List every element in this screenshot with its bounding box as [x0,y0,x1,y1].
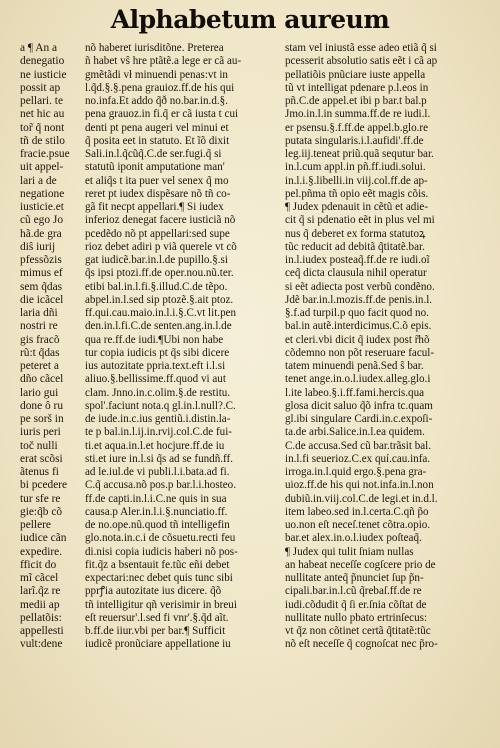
text-line: ff.qui.cau.maio.in.l.i.§.C.vt lit.pen [85,307,237,319]
text-line: nostri re [20,320,58,333]
text-line: stam vel iniustã esse adeo etiã q̃ si [285,42,437,54]
text-line: b.ff.de iiur.vbi per bar.¶ Sufficit [85,625,226,637]
text-line: an habeat neceſſe cogſcere prio de [285,558,436,571]
text-line: ff.de capti.in.l.i.C.ne quis in sua [85,492,227,505]
text-line: lari a de [20,174,57,187]
text-line: reret pt iudex dispẽsare nõ tñ co- [85,187,231,200]
text-line: leg.iij.teneat priũ.quã sequtur bar. [285,148,434,160]
text-line: q̃ posita eet in statuto. Et ĩõ dixit [85,134,230,147]
text-line: uo.non eſt neceſ.tenet cõtra.opio. [285,519,431,531]
text-line: glo.nota.in.c.i de cõsuetu.recti feu [85,532,236,545]
text-line: tur copia iudicis pt q̃s sibi dicere [85,346,230,359]
text-line: bar.et alex.in.o.l.iudex poſteaq̃. [285,532,422,545]
text-line: q̃s ipsi ptozi.ff.de oper.nou.nũ.ter. [85,267,234,280]
text-line: ad le.iul.de vi publi.l.i.bata.ad fi. [85,466,230,478]
text-line: hã.de gra [20,227,62,240]
text-line: nullitate anteq̃ p̃nunciet ſup p̃n- [285,572,424,584]
text-line: vt q̃z non cõtinet certã q̃titatẽ:tũc [285,625,431,637]
text-line: appellesti [20,625,64,637]
middle-text-column [85,42,275,652]
text-line: C.q̃ accusa.nõ pos.p bar.l.i.hosteo. [85,479,236,492]
text-line: expedire. [20,545,63,558]
text-line: eſt reuersur'.l.sed fi vnr'.§.q̃d aĩt. [85,611,229,624]
text-line: Jmo.in.l.in summa.ff.de re iudi.l. [285,108,431,121]
right-text-column [285,42,475,652]
text-line: den.in.l.fi.C.de senten.ang.in.l.de [85,320,232,333]
text-line: ti.et aqua.in.l.et hocjure.ff.de iu [85,439,225,452]
text-line: tatem minuendi penã.Sed ŝ bar. [285,360,424,372]
text-line: toč nulli [20,439,58,452]
text-line: uioz.ff.de his qui not.infa.in.l.non [285,479,434,492]
text-line: cõdemno non põt reseruare facul- [285,346,435,359]
text-line: gã fit necpt appellari.¶ Si iudex [85,201,224,213]
text-line: tũ vt intelligat pdenare p.l.eos in [285,81,429,94]
text-line: rũ:t q̃das [20,346,60,359]
text-line: de no.ope.nũ.quod tñ intelligefin [85,519,230,531]
text-line: fracie.psue [20,148,70,160]
text-line: expectari:nec debet quis tunc sibi [85,572,233,584]
text-line: erat scõsi [20,452,63,465]
text-line: die icãcel [20,293,64,306]
text-line: irroga.in.l.quid ergo.§.pena gra- [285,466,427,478]
text-line: pñ.C.de appel.et ibi p bar.t bal.p [285,95,427,107]
text-line: a ¶ An a [20,42,58,54]
text-line: vult:dene [20,638,63,651]
text-line: sem q̃das [20,280,63,293]
text-line: net hic au [20,108,65,121]
text-line: no.infa.Et addo q̃ð no.bar.in.d.§. [85,95,228,107]
text-line: lario gui [20,386,59,399]
text-line: pellari. te [20,95,64,107]
text-line: tenet ange.in.o.l.iudex.alleg.glo.i [285,373,431,386]
text-line: mimus ef [20,267,63,280]
text-line: pprꝭia autozitate ius dicere. q̃õ [85,585,222,598]
text-line: Jdẽ bar.in.l.mozis.ff.de penis.in.l. [285,293,433,306]
text-line: done ô ru [20,399,64,412]
text-line: iuris peri [20,426,61,439]
text-line: possit ap [20,81,61,94]
text-line: er psensu.§.f.ff.de appel.b.glo.re [285,121,429,134]
text-line: bi pcedere [20,479,68,492]
text-line: cit q̃ si pdenatio eẽt in plus vel mi [285,214,435,227]
text-line: et aliq̃s t ita puer vel senex q̃ mo [85,174,229,187]
text-line: ius autozitate ppria.text.eft i.l.si [85,360,226,372]
text-line: putata singularis.i.l.aufidi'.ff.de [285,134,424,147]
text-line: te p bal.in.l.ij.in.rvij.col.C.de fui- [85,426,232,439]
text-line: causa.p Aler.in.l.i.§.nunciatio.ff. [85,505,228,518]
text-line: l.q̃d.§.§.pena grauioz.ff.de his qui [85,81,235,94]
text-line: larĩ.q̃z re [20,585,61,598]
text-line: gmẽtãdi vł minuendi penas:vt in [85,68,228,81]
text-line: denti pt pena augeri vel minui et [85,121,229,134]
text-line: iudicẽ pronũciare appellatione iu [85,638,231,651]
text-line: ceq̃ dicta clausula nihil operatur [285,267,427,280]
text-line: pe sorš in [20,413,64,425]
text-line: gl.ibi singulare Cardi.in.c.expoſi- [285,413,433,425]
text-line: negatione [20,187,65,200]
text-line: tur sfe re [20,492,61,505]
text-line: pfessõzis [20,254,62,266]
text-line: nus q̃ deberet ex forma statutoꝝ [285,227,426,240]
text-line: §.f.ad turpil.p quo facit quod no. [285,307,429,319]
text-line: fit.q̃z a bsentauit fe.tũc eñi debet [85,558,230,571]
text-line: clam. Jnno.in.c.olim.§.de restitu. [85,386,231,399]
left-margin-column [20,42,80,652]
text-line: pcesserit absolutio satis eẽt i cã ap [285,55,438,68]
text-line: glosa dicit saluo q̃õ infra tc.quam [285,399,433,412]
text-line: in.l.iudex posteaq̃.ff.de re iudi.oĩ [285,254,430,266]
text-line: iudi.cõdudit q̃ ſi er.ſnia cõſtat de [285,598,427,611]
text-line: gat iudicẽ.bar.in.l.de pupillo.§.si [85,254,228,266]
text-line: inferioz denegat facere iusticiã nõ [85,214,236,227]
text-line: pena grauoz.in fi.q̃ er cã iusta t cui [85,108,239,121]
text-line: abpel.in.l.sed sip ptozẽ.§.ait ptoz. [85,293,234,306]
text-line: bal.in autẽ.interdicimus.C.õ epis. [285,320,432,333]
text-line: rioz debet adiri p viã querele vt cõ [85,240,237,253]
text-line: mĩ cãcel [20,572,59,584]
text-line: tñ de stilo [20,134,65,147]
text-line: sti.et iure in.l.si q̃s ad se fundñ.ff. [85,452,233,465]
text-line: qua re.ff.de iudi.¶Ubi non habe [85,333,224,346]
text-line: denegatio [20,55,65,68]
text-line: ãtenus fi [20,466,59,478]
text-line: ne iusticie [20,68,67,81]
text-line: ñ habet vŝ hre ptãtẽ.a lege er cã au- [85,55,242,68]
text-line: aliuo.§.bellissime.ff.quod vi aut [85,373,226,386]
text-line: Sali.in.l.q̃cũq̃.C.de ser.fugi.q̃ si [85,148,222,160]
text-line: pcedẽdo nõ pt appellari:sed supe [85,227,230,240]
text-line: in.l.fi seuerioz.C.ex quí.cau.infa. [285,452,431,465]
text-line: nullitate nullo pbato ertrinſecus: [285,611,428,624]
text-line: fficit do [20,558,57,571]
text-line: laria dñi [20,307,58,319]
text-line: ¶ Judex pdenauit in cẽtũ et adie- [285,201,429,213]
text-line: C.de accusa.Sed cũ bar.trãsit bal. [285,439,432,452]
text-line: dño cãcel [20,373,64,386]
text-line: cũ ego Jo [20,214,64,227]
text-line: nõ haberet iurisditõne. Preterea [85,42,224,54]
text-line: ta.de arbi.Salice.in.l.ea quidem. [285,426,425,439]
text-line: nõ eſt neceſſe q̃ cognoſcat nec p̃ro- [285,638,438,651]
text-line: in.l.cum appl.in pñ.ff.iudi.solui. [285,161,426,174]
text-line: pellere [20,519,51,531]
text-line: gie:q̃b cõ [20,505,63,518]
text-line: statutũ iponit amputatione man' [85,161,225,174]
text-line: si eẽt adiecta post verbũ condẽno. [285,280,435,293]
text-line: spol'.faciunt nota.q gl.in.l.null?.C. [85,399,236,412]
text-line: pellatõis: [20,611,62,624]
text-line: uit appel- [20,161,64,174]
text-line: diŝ iurij [20,240,56,253]
text-line: tũc reducit ad debitã q̃titatẽ.bar. [285,240,425,253]
text-line: medii ap [20,598,60,611]
page-title: Alphabetum aureum [110,5,390,34]
text-line: iusticie.et [20,201,64,213]
text-line: di.nisi copia iudicis haberi nõ pos- [85,545,238,558]
text-line: ¶ Judex qui tulit ſniam nullas [285,545,414,558]
text-line: de iude.in.c.ius gentiũ.i.distin.la- [85,413,231,425]
text-line: item labeo.sed in.l.certa.C.qñ p̃o [285,505,429,518]
text-line: iudice cãn [20,532,67,545]
text-line: peteret a [20,360,59,372]
text-line: et cleri.vbi dicit q̃ iudex post r̃hõ [285,333,430,346]
text-line: cipali.bar.in.l.cũ q̃rebaſ.ff.de re [285,585,422,598]
text-line: in.l.i.§.libelli.in viij.col.ff.de ap- [285,174,428,187]
text-line: pel.pñma tñ opio eẽt magis cõis. [285,187,429,200]
text-line: etibi bal.in.l.fi.§.illud.C.de tẽpo. [85,280,228,293]
text-line: dubiũ.in.viij.col.C.de legi.et in.d.l. [285,492,438,505]
text-line: pellatiõis pnũciare iuste appella [285,68,426,81]
text-line: tñ intelligitur qñ verisimir in breui [85,598,237,611]
text-line: l.ite labeo.§.i.ff.fami.hercis.qua [285,386,425,399]
text-line: gis fracõ [20,333,60,346]
text-line: tor̃ q̃ nont [20,121,65,134]
